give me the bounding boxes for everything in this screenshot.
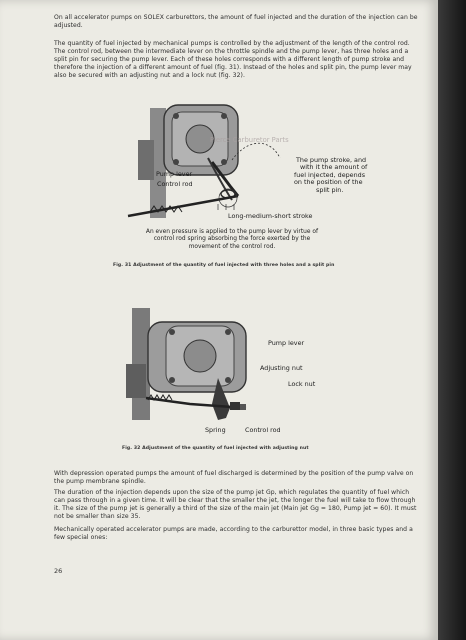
fig32-label-adjusting-nut: Adjusting nut xyxy=(260,364,303,372)
fig32-label-lock-nut: Lock nut xyxy=(288,380,316,388)
fig32-label-control-rod: Control rod xyxy=(245,426,281,434)
fig31-watermark: Pierce Carburetor Parts xyxy=(210,136,289,144)
fig31-stroke-note xyxy=(296,157,367,194)
pump-types-paragraph: Mechanically operated accelerator pumps are made, according to the carburettor model, in three basic types and a few special ones: xyxy=(54,526,413,542)
fig31-label-control-rod: Control rod xyxy=(157,180,193,188)
fig32-label-spring: Spring xyxy=(205,426,226,434)
fig31-stroke-line-2: with it the amount of xyxy=(300,163,368,172)
fig31-label-strokes: Long-medium-short stroke xyxy=(228,212,313,220)
fig32-carburettor-illustration xyxy=(126,308,326,440)
fig31-pressure-note xyxy=(124,229,340,251)
depression-pumps-paragraph: With depression operated pumps the amount of fuel discharged is determined by the position of the pump valve on the pump membrane spindle. xyxy=(54,470,414,486)
figure-32 xyxy=(126,308,326,440)
fig31-caption: Fig. 31 Adjustment of the quantity of fuel injected with three holes and a split pin xyxy=(113,263,335,268)
fig32-caption: Fig. 32 Adjustment of the quantity of fuel injected with adjusting nut xyxy=(122,446,309,451)
injection-duration-paragraph: The duration of the injection depends upon the size of the pump jet Gp, which regulates the quantity of fuel which can pass through in a given time. It will be clear that the smaller the jet, the longer the fuel will take to flow through it. The size of the pump jet is generally a third of the size of the main jet (Main jet Gg = 180, Pump jet = 60). It must not be smaller than size 35. xyxy=(54,489,417,521)
fig31-label-pump-lever: Pump lever xyxy=(156,170,193,178)
fig32-label-pump-lever: Pump lever xyxy=(268,339,305,347)
mechanical-pumps-paragraph: The quantity of fuel injected by mechanical pumps is controlled by the adjustment of the length of the control rod. The control rod, between the intermediate lever on the throttle spindle and the pump lever, has three holes and a split pin for securing the pump lever. Each of these holes corresponds with a different length of pump stroke and therefore the injection of a different amount of fuel (fig. 31). Instead of the holes and split pin, the pump lever may also be secured with an adjusting nut and a lock nut (fig. 32). xyxy=(54,40,412,80)
scan-edge-shadow xyxy=(438,0,466,640)
fig31-stroke-line-4: on the position of the xyxy=(294,178,363,187)
fig31-note-line-3: movement of the control rod. xyxy=(188,243,276,250)
page-number: 26 xyxy=(54,567,63,575)
fig31-stroke-line-3: fuel injected, depends xyxy=(294,170,366,179)
fig31-stroke-line-1: The pump stroke, and xyxy=(296,156,367,164)
intro-paragraph: On all accelerator pumps on SOLEX carburettors, the amount of fuel injected and the duration of the injection can be adjusted. xyxy=(54,14,418,30)
fig31-note-line-1: An even pressure is applied to the pump lever by virtue of xyxy=(145,229,319,235)
fig31-stroke-line-5: split pin. xyxy=(316,185,344,194)
fig31-note-line-2: control rod spring absorbing the force exerted by the xyxy=(153,236,311,243)
